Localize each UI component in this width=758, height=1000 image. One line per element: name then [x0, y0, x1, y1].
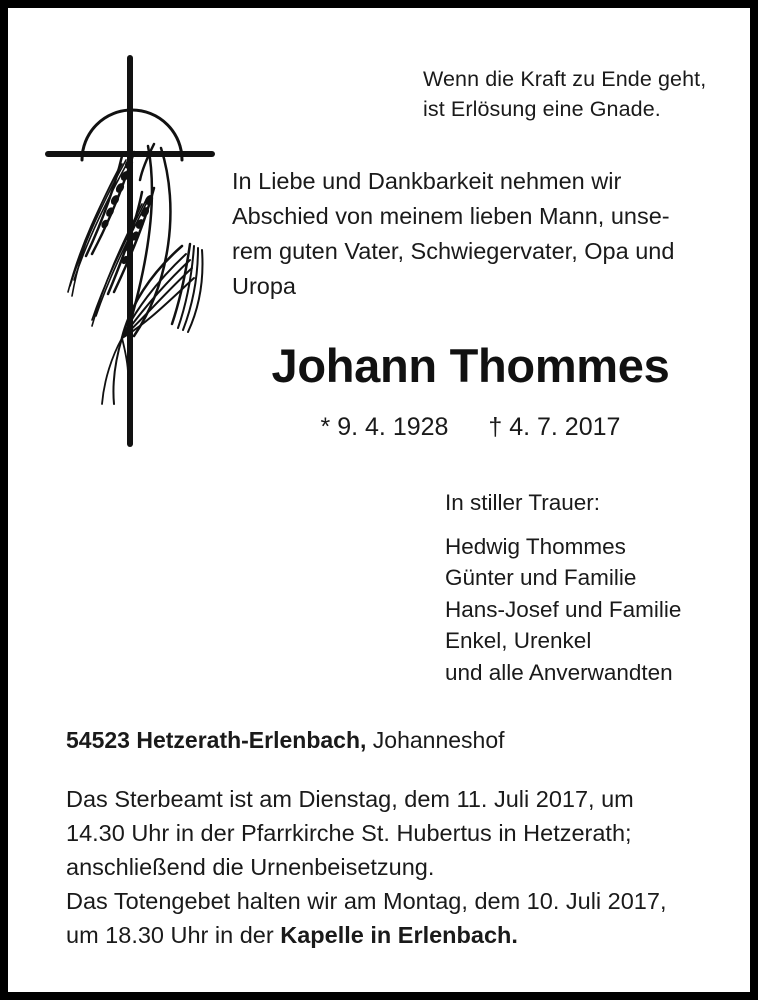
cross-with-wheat-ears-icon	[30, 48, 230, 458]
service-prayer-line-1: Das Totengebet halten wir am Montag, dem 10. Juli 2017,	[66, 888, 667, 914]
mourners-heading: In stiller Trauer:	[445, 490, 601, 515]
intro-line-3: rem guten Vater, Schwiegervater, Opa und	[232, 238, 675, 264]
mourner-name: Hans-Josef und Familie	[445, 596, 682, 622]
mourner-name: Hedwig Thommes	[445, 533, 626, 559]
address-place: 54523 Hetzerath-Erlenbach,	[66, 727, 367, 753]
service-mass-line-1: Das Sterbeamt ist am Dienstag, dem 11. Juli 2017, um	[66, 786, 634, 812]
service-mass-details	[66, 782, 709, 884]
deceased-dates	[232, 413, 709, 442]
epigraph-line-1: Wenn die Kraft zu Ende geht,	[423, 67, 707, 91]
intro-line-4: Uropa	[232, 273, 297, 299]
service-prayer-line-2	[66, 918, 709, 952]
mourner-name: Enkel, Urenkel	[445, 628, 592, 653]
address-detail: Johanneshof	[366, 727, 505, 753]
death-symbol: †	[488, 413, 503, 441]
service-mass-line-3: anschließend die Urnenbeisetzung.	[66, 854, 435, 880]
deceased-name: Johann Thommes	[271, 339, 670, 392]
notice-page	[8, 8, 750, 992]
intro-line-1: In Liebe und Dankbarkeit nehmen wir	[232, 168, 622, 194]
epigraph-line-2: ist Erlösung eine Gnade.	[423, 97, 661, 121]
service-prayer-details	[66, 884, 709, 952]
mourner-name: Günter und Familie	[445, 565, 637, 590]
address-line	[66, 727, 716, 754]
mourners-block	[445, 487, 735, 688]
service-prayer-location: Kapelle in Erlenbach.	[280, 922, 518, 948]
epigraph	[423, 64, 723, 124]
service-mass-line-2: 14.30 Uhr in der Pfarrkirche St. Hubertus in Hetzerath;	[66, 820, 632, 846]
birth-date: 9. 4. 1928	[337, 413, 449, 441]
intro-paragraph	[232, 164, 709, 304]
death-date: 4. 7. 2017	[509, 413, 621, 441]
service-prayer-text: um 18.30 Uhr in der	[66, 922, 281, 948]
intro-line-2: Abschied von meinem lieben Mann, unse-	[232, 203, 670, 229]
mourner-name: und alle Anverwandten	[445, 659, 673, 685]
birth-symbol: *	[320, 413, 331, 441]
